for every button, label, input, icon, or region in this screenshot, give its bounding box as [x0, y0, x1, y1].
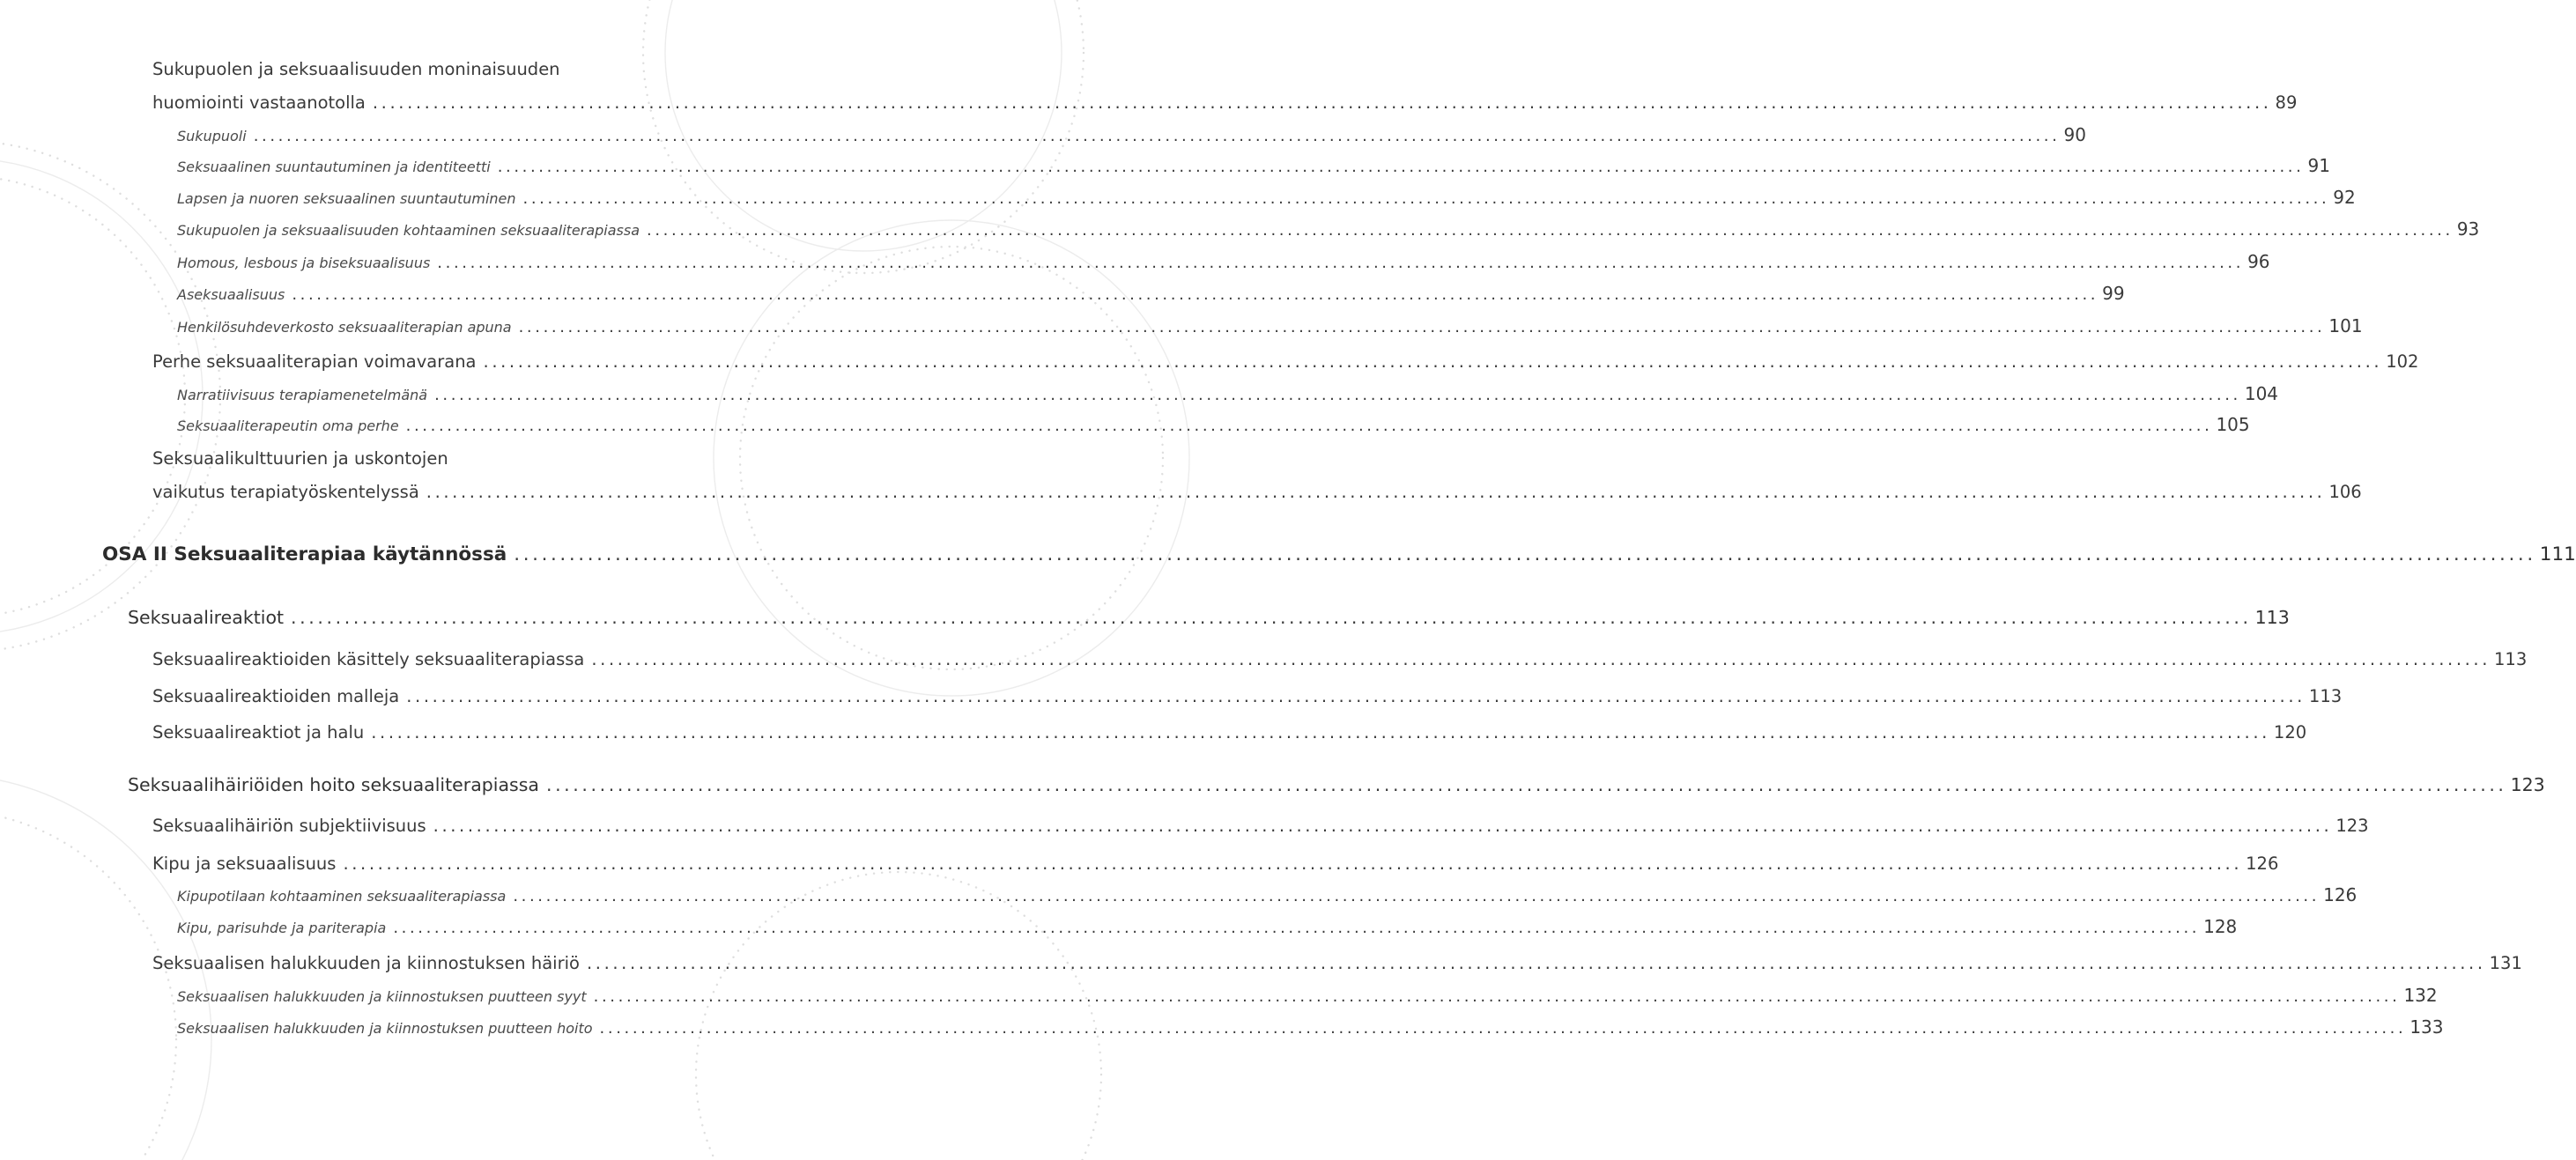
toc-page-number: 99: [2102, 283, 2125, 304]
dot-leader: ............................................................................................................................................................................................................................: [426, 482, 2326, 502]
toc-entry-line: [177, 383, 2279, 404]
toc-page-number: 113: [2494, 649, 2528, 669]
toc-entry-line: [152, 816, 2369, 836]
dot-leader: ............................................................................................................................................................................................................................: [514, 543, 2536, 565]
toc-entry-line: [102, 543, 2576, 565]
dot-leader: ............................................................................................................................................................................................................................: [406, 686, 2306, 706]
toc-entry-title: Seksuaalihäiriöiden hoito seksuaaliterapiassa: [128, 774, 539, 795]
toc-entry-line: [177, 985, 2438, 1006]
toc-page-number: 123: [2335, 816, 2369, 836]
dot-leader: ............................................................................................................................................................................................................................: [593, 987, 2401, 1006]
toc-entry-line: [152, 722, 2307, 743]
dot-leader: ............................................................................................................................................................................................................................: [393, 919, 2201, 937]
dot-leader: ............................................................................................................................................................................................................................: [522, 189, 2330, 208]
toc-entry-title: Seksuaalireaktioiden malleja: [152, 686, 400, 706]
toc-entry-title-first-line: Sukupuolen ja seksuaalisuuden moninaisuuden: [152, 59, 560, 79]
toc-page-number: 120: [2273, 722, 2307, 743]
toc-page-number: 113: [2254, 607, 2290, 628]
toc-entry-line: [128, 607, 2290, 628]
toc-page-number: 90: [2063, 124, 2086, 145]
toc-entry-title: Seksuaalireaktioiden käsittely seksuaaliterapiassa: [152, 649, 585, 669]
toc-page-number: 131: [2489, 953, 2522, 973]
toc-entry-line: [152, 953, 2522, 973]
toc-entry-line: [177, 1016, 2444, 1038]
dot-leader: ............................................................................................................................................................................................................................: [433, 816, 2333, 836]
toc-entry-line: [177, 916, 2238, 937]
toc-entry-title: Kipupotilaan kohtaaminen seksuaaliterapiassa: [177, 888, 507, 905]
toc-entry-line: [152, 649, 2528, 669]
toc-entry-title: Sukupuoli: [177, 128, 247, 144]
toc-entry-title: Seksuaalisen halukkuuden ja kiinnostuksen puutteen hoito: [177, 1020, 593, 1037]
toc-page-number: 128: [2203, 916, 2238, 937]
dot-leader: ............................................................................................................................................................................................................................: [253, 127, 2061, 145]
dot-leader: ............................................................................................................................................................................................................................: [513, 887, 2321, 905]
toc-entry-title-first-line: Seksuaalikulttuurien ja uskontojen: [152, 448, 448, 469]
toc-entry-title: Narratiivisuus terapiamenetelmänä: [177, 387, 428, 403]
toc-entry-title: Sukupuolen ja seksuaalisuuden kohtaaminen seksuaaliterapiassa: [177, 222, 640, 239]
toc-entry-line: [177, 218, 2480, 240]
toc-page-number: 105: [2216, 414, 2250, 435]
toc-page-number: 91: [2307, 155, 2330, 176]
toc-page-number: 133: [2409, 1016, 2444, 1038]
dot-leader: ............................................................................................................................................................................................................................: [599, 1019, 2407, 1038]
toc-page-number: 101: [2328, 315, 2363, 336]
toc-entry-title: Perhe seksuaaliterapian voimavarana: [152, 351, 477, 372]
toc-entry-title: Seksuaalireaktiot ja halu: [152, 722, 365, 743]
toc-entry-title: Seksuaalihäiriön subjektiivisuus: [152, 816, 426, 836]
toc-entry-title: Kipu ja seksuaalisuus: [152, 853, 337, 874]
toc-entry-line: [177, 315, 2363, 336]
toc-page-number: 132: [2403, 985, 2438, 1006]
dot-leader: ............................................................................................................................................................................................................................: [343, 853, 2243, 874]
toc-page-number: 102: [2386, 351, 2419, 372]
toc-entry-line: [177, 884, 2358, 905]
toc-page-number: 92: [2333, 187, 2356, 208]
dot-leader: ............................................................................................................................................................................................................................: [591, 649, 2491, 669]
dot-leader: ............................................................................................................................................................................................................................: [586, 953, 2486, 973]
toc-page-number: 126: [2246, 853, 2279, 874]
dot-leader: ............................................................................................................................................................................................................................: [372, 92, 2272, 113]
toc-entry-line: [177, 155, 2330, 176]
toc-entry-title: Homous, lesbous ja biseksuaalisuus: [177, 255, 431, 271]
toc-entry-title: Aseksuaalisuus: [177, 286, 285, 303]
toc-page-number: 106: [2328, 482, 2362, 502]
toc-page-number: 96: [2247, 251, 2270, 272]
toc-page-number: 123: [2510, 774, 2545, 795]
toc-entry-title: vaikutus terapiatyöskentelyssä: [152, 482, 419, 502]
dot-leader: ............................................................................................................................................................................................................................: [434, 386, 2241, 404]
toc-page-number: 111: [2539, 543, 2576, 565]
toc-entry-title: Seksuaaliterapeutin oma perhe: [177, 417, 399, 434]
toc-entry-line: [152, 686, 2343, 706]
toc-page-number: 104: [2244, 383, 2279, 404]
toc-entry-title: Seksuaalisen halukkuuden ja kiinnostuksen puutteen syyt: [177, 988, 587, 1005]
toc-entry-line: [152, 92, 2298, 113]
toc-page-number: 89: [2275, 92, 2298, 113]
toc-page-number: 126: [2323, 884, 2358, 905]
toc-entry-title: huomiointi vastaanotolla: [152, 92, 366, 113]
dot-leader: ............................................................................................................................................................................................................................: [518, 318, 2326, 336]
dot-leader: ............................................................................................................................................................................................................................: [371, 722, 2270, 743]
toc-entry-title: OSA II Seksuaaliterapiaa käytännössä: [102, 543, 507, 565]
dot-leader: ............................................................................................................................................................................................................................: [405, 417, 2213, 435]
dot-leader: ............................................................................................................................................................................................................................: [545, 774, 2507, 795]
toc-entry-title: Henkilösuhdeverkosto seksuaaliterapian apuna: [177, 319, 512, 336]
toc-entry-title: Seksuaalireaktiot: [128, 607, 285, 628]
dot-leader: ............................................................................................................................................................................................................................: [483, 351, 2383, 372]
dot-leader: ............................................................................................................................................................................................................................: [437, 254, 2245, 272]
toc-entry-title: Lapsen ja nuoren seksuaalinen suuntautuminen: [177, 190, 516, 207]
toc-page-number: 113: [2308, 686, 2343, 706]
toc-page-number: 93: [2456, 218, 2480, 240]
toc-entry-line: [177, 414, 2250, 435]
toc-entry-line: [128, 774, 2545, 795]
toc-entry-line: [152, 482, 2362, 502]
toc-entry-line: [152, 351, 2419, 372]
toc-entry-line: [177, 124, 2086, 145]
toc-entry-title: Seksuaalisen halukkuuden ja kiinnostuksen häiriö: [152, 953, 580, 973]
toc-entry-title: Kipu, parisuhde ja pariterapia: [177, 920, 387, 936]
toc-entry-line: [152, 853, 2279, 874]
toc-entry-title: Seksuaalinen suuntautuminen ja identiteetti: [177, 159, 491, 175]
toc-entry-line: [177, 251, 2270, 272]
toc-entry-line: [177, 187, 2356, 208]
dot-leader: ............................................................................................................................................................................................................................: [497, 158, 2305, 176]
dot-leader: ............................................................................................................................................................................................................................: [292, 285, 2099, 304]
dot-leader: ............................................................................................................................................................................................................................: [291, 607, 2252, 628]
toc-entry-line: [177, 283, 2125, 304]
dot-leader: ............................................................................................................................................................................................................................: [647, 221, 2454, 240]
